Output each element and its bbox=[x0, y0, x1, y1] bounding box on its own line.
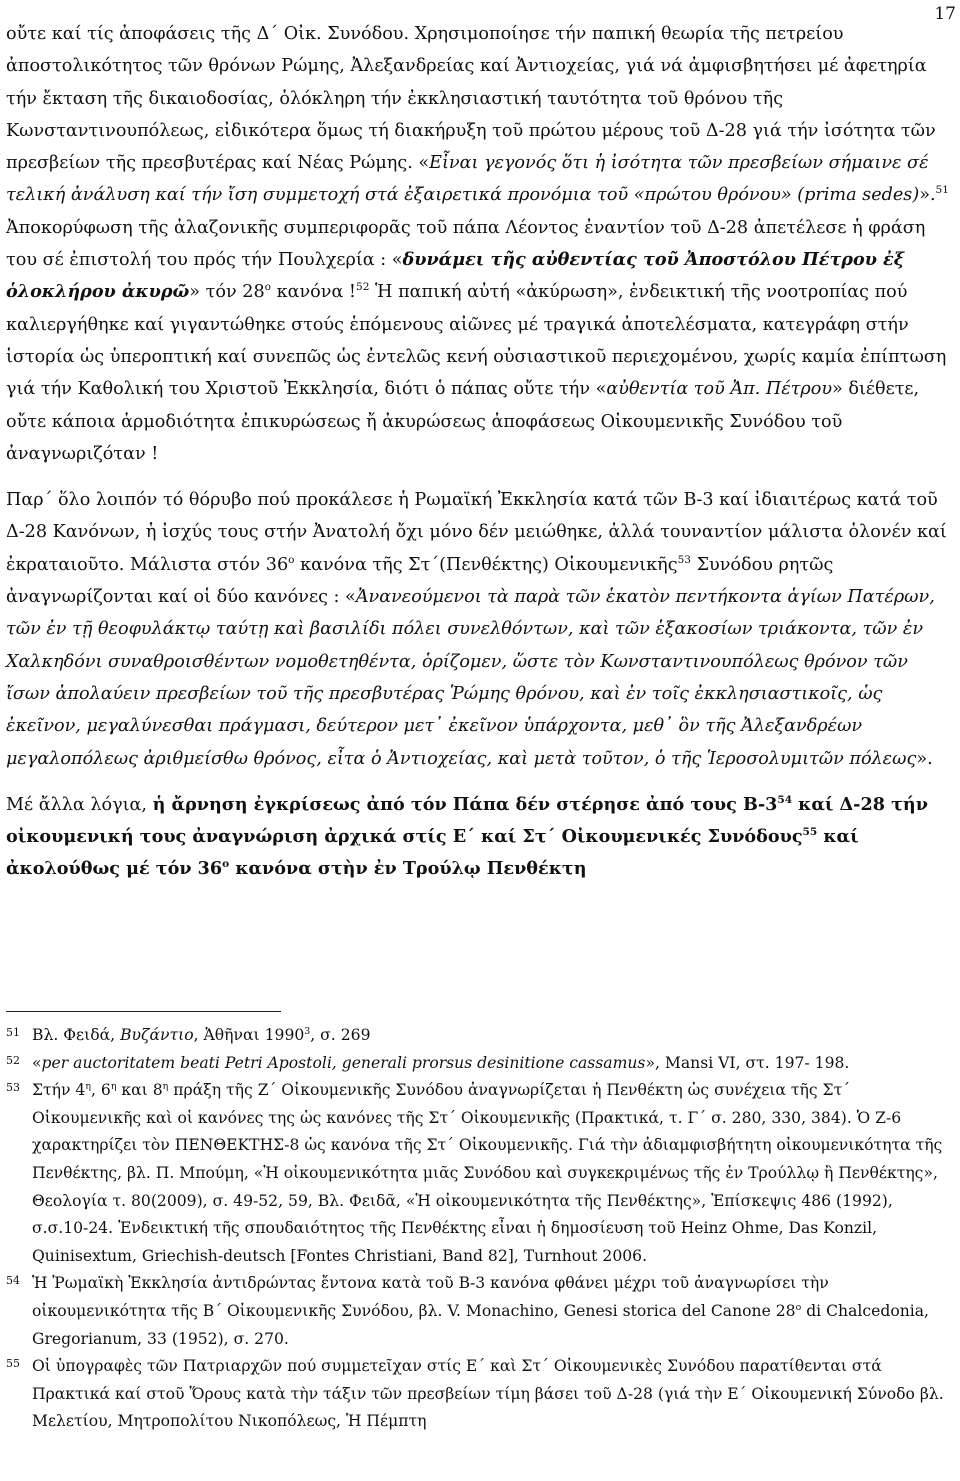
text-run: di Chalcedonia, Gregorianum, 33 (1952), σ. 270. bbox=[32, 1301, 929, 1348]
text-run: ». bbox=[919, 185, 936, 206]
ordinal-superscript: η bbox=[162, 1081, 169, 1092]
edition-superscript: 3 bbox=[304, 1025, 311, 1037]
italic-quote: αὐθεντία τοῦ Ἀπ. Πέτρου bbox=[606, 379, 833, 400]
text-run: , Ἀθῆναι 1990 bbox=[193, 1026, 305, 1044]
footnote-ref-55[interactable]: 55 bbox=[802, 826, 818, 839]
bold-text: καί ἀκολούθως μέ τόν 36 bbox=[6, 826, 859, 880]
footnotes bbox=[6, 1022, 952, 1436]
text-run: » τόν 28 bbox=[189, 282, 265, 303]
text-run: κανόνα τῆς Στ΄(Πενθέκτης) Οἰκουμενικῆς bbox=[294, 554, 678, 575]
footnote-number: 52 bbox=[6, 1053, 20, 1067]
italic-canon-quote: Ἀνανεούμενοι τὰ παρὰ τῶν ἑκατὸν πεντήκοντα ἁγίων Πατέρων, τῶν ἐν τῇ θεοφυλάκτῳ ταύτῃ καὶ βασιλίδι πόλει συνελθόντων, καὶ τῶν ἑξακοσίων τριάκοντα, τῶν ἐν Χαλκηδόνι συναθροισθέντων νομοθετηθέντα, ὁρίζομεν, ὥστε τὸν Κωνσταντινουπόλεως θρόνον τῶν ἴσων ἀπολαύειν πρεσβείων τοῦ τῆς πρεσβυτέρας Ῥώμης θρόνου, καὶ ἐν τοῖς ἐκκλησιαστικοῖς, ὡς ἐκεῖνον, μεγαλύνεσθαι πράγμασι, δεύτερον μετ᾽ ἐκεῖνον ὑπάρχοντα, μεθ᾽ ὃν τῆς Ἀλεξανδρέων μεγαλοπόλεως ἀριθμείσθω θρόνος, εἶτα ὁ Ἀντιοχείας, καὶ μετὰ τοῦτον, ὁ τῆς Ἱεροσολυμιτῶν πόλεως bbox=[6, 587, 935, 769]
footnote-51 bbox=[6, 1022, 952, 1050]
ordinal-superscript: ο bbox=[222, 858, 230, 871]
text-run: Στήν 4 bbox=[32, 1081, 86, 1100]
text-run: Βλ. Φειδά, bbox=[32, 1026, 121, 1044]
footnote-number: 55 bbox=[6, 1357, 20, 1371]
bold-text: καί Δ-28 τήν οἰκουμενική τους ἀναγνώριση ἀρχικά στίς Ε΄ καί Στ΄ Οἰκουμενικές Συνόδους bbox=[6, 793, 928, 848]
text-run: οὔτε καί τίς ἀποφάσεις τῆς Δ΄ Οἰκ. Συνόδου. Χρησιμοποίησε τήν παπική θεωρία τῆς πετρείου ἀποστολικότητος τῶν θρόνων Ρώμης, Ἀλεξανδρείας καί Ἀντιοχείας, γιά νά ἀμφισβητήσει μέ ἀφετηρία τήν ἔκταση τῆς δικαιοδοσίας, ὁλόκληρη τήν ἐκκλησιαστική ταυτότητα τοῦ θρόνου τῆς Κωνσταντινουπόλεως, εἰδικότερα ὅμως τή διακήρυξη τοῦ πρώτου μέρους τοῦ Δ-28 γιά τήν ἰσότητα τῶν πρεσβείων τῆς πρεσβυτέρας καί Νέας Ρώμης. « bbox=[6, 24, 936, 174]
text-run: Μέ ἄλλα λόγια, bbox=[6, 794, 153, 815]
footnote-53 bbox=[6, 1077, 952, 1270]
text-run: », Mansi VI, στ. 197- 198. bbox=[645, 1053, 850, 1072]
footnote-number: 54 bbox=[6, 1274, 20, 1288]
ordinal-superscript: η bbox=[85, 1081, 91, 1092]
footnote-ref-51[interactable]: 51 bbox=[935, 184, 949, 197]
bold-italic-quote: δυνάμει τῆς αὐθεντίας τοῦ Ἀποστόλου Πέτρου ἐξ ὁλοκλήρου ἀκυρῶ bbox=[6, 249, 905, 303]
text-run: « bbox=[32, 1053, 42, 1072]
footnote-number: 53 bbox=[6, 1081, 20, 1095]
text-run: κανόνα ! bbox=[271, 282, 356, 303]
text-run: Ἡ παπική αὐτή «ἀκύρωση», ἐνδεικτική τῆς νοοτροπίας πού καλιεργήθηκε καί γιγαντώθηκε στούς ἑπόμενους αἰῶνες μέ τραγικά ἀποτελέσματα, κατεγράφη στήν ἱστορία ὡς ὑπεροπτική καί συνεπῶς ὡς ἐντελῶς κενή οὐσιαστικοῦ περιεχομένου, χωρίς καμία ἐπίπτωση γιά τήν Καθολική του Χριστοῦ Ἐκκλησία, διότι ὁ πάπας οὔτε τήν « bbox=[6, 282, 947, 400]
text-run: ». bbox=[916, 748, 933, 769]
text-run: Οἱ ὑπογραφὲς τῶν Πατριαρχῶν πού συμμετεῖχαν στίς Ε΄ καὶ Στ΄ Οἰκουμενικὲς Συνόδου παρατίθενται στά Πρακτικά καί στοῦ Ὅρους κατὰ τὴν τάξιν τῶν πρεσβείων τίμη βάσει τοῦ Δ-28 (γιά τὴν Ε΄ Οἰκουμενική Σύνοδο βλ. Μελετίου, Μητροπολίτου Νικοπόλεως, Ἡ Πέμπτη bbox=[32, 1357, 944, 1431]
italic-quote: Εἶναι γεγονός ὅτι ἡ ἰσότητα τῶν πρεσβείων σήμαινε σέ τελική ἀνάλυση καί τήν ἴση συμμετοχή στά ἐξαιρετικά προνόμια τοῦ «πρώτου θρόνου» (prima sedes) bbox=[6, 153, 929, 206]
text-run: και 8 bbox=[116, 1081, 163, 1100]
footnote-ref-54[interactable]: 54 bbox=[777, 793, 793, 806]
text-run: πράξη τῆς Ζ΄ Οἰκουμενικῆς Συνόδου ἀναγνωρίζεται ἡ Πενθέκτη ὡς συνέχεια τῆς Στ΄ Οἰκουμενικῆς καὶ οἱ κανόνες της ὡς κανόνες τῆς Στ΄ Οἰκουμενικῆς (Πρακτικά, τ. Γ΄ σ. 280, 330, 384). Ὁ Ζ-6 χαρακτηρίζει τὸν ΠΕΝΘΕΚΤΗΣ-8 ὡς κανόνα τῆς Στ΄ Οἰκουμενικῆς. Γιά τὴν ἀδιαμφισβήτητη οἰκουμενικότητα τῆς Πενθέκτης, βλ. Π. Μπούμη, «Ἡ οἰκουμενικότητα μιᾶς Συνόδου καὶ συγκεκριμένως τῆς ἐν Τρούλλῳ ἢ Πενθέκτης», Θεολογία τ. 80(2009), σ. 49-52, 59, Βλ. Φειδᾶ, «Ἡ οἰκουμενικότητα τῆς Πενθέκτης», Ἐπίσκεψις 486 (1992), σ.σ.10-24. Ἐνδεικτική τῆς σπουδαιότητος τῆς Πενθέκτης εἶναι ἡ δημοσίευση τοῦ Heinz Ohme, Das Konzil, Quinisextum, Griechish-deutsch [Fontes Christiani, Band 82], Turnhout 2006. bbox=[32, 1081, 943, 1265]
footnote-ref-52[interactable]: 52 bbox=[356, 281, 370, 294]
italic-title: Βυζάντιο bbox=[120, 1026, 194, 1044]
footnote-separator bbox=[6, 1011, 281, 1012]
ordinal-superscript: η bbox=[110, 1081, 117, 1092]
footnote-52 bbox=[6, 1050, 952, 1078]
paragraph-3 bbox=[6, 789, 952, 886]
footnote-54 bbox=[6, 1270, 952, 1353]
footnote-55 bbox=[6, 1353, 952, 1436]
paragraph-1 bbox=[6, 18, 952, 470]
paragraph-2 bbox=[6, 484, 952, 775]
footnote-number: 51 bbox=[6, 1026, 20, 1039]
text-run: , σ. 269 bbox=[310, 1026, 371, 1044]
page-number: 17 bbox=[934, 4, 956, 24]
text-run: , 6 bbox=[90, 1081, 111, 1100]
text-run: Συνόδου ρητῶς ἀναγνωρίζονται καί οἱ δύο κανόνες : « bbox=[6, 554, 834, 608]
bold-text: κανόνα στὴν ἐν Τρούλῳ Πενθέκτη bbox=[229, 858, 587, 880]
text-run: » διέθετε, οὔτε κάποια ἁρμοδιότητα ἐπικυρώσεως ἤ ἀκυρώσεως ἀποφάσεως Οἰκουμενικῆς Συνόδου τοῦ ἀναγνωριζόταν ! bbox=[6, 379, 920, 464]
ordinal-superscript: ο bbox=[288, 553, 295, 566]
bold-text: ἡ ἄρνηση ἐγκρίσεως ἀπό τόν Πάπα δέν στέρησε ἀπό τους Β-3 bbox=[152, 793, 778, 815]
ordinal-superscript: o bbox=[795, 1301, 802, 1313]
text-run: Ἀποκορύφωση τῆς ἀλαζονικῆς συμπεριφορᾶς τοῦ πάπα Λέοντος ἐναντίον τοῦ Δ-28 ἀπετέλεσε ἡ φράση του σέ ἐπιστολή του πρός τήν Πουλχερία : « bbox=[6, 217, 926, 271]
ordinal-superscript: ο bbox=[264, 281, 271, 294]
main-text bbox=[6, 18, 952, 886]
footnote-ref-53[interactable]: 53 bbox=[677, 553, 691, 566]
italic-latin-quote: per auctoritatem beati Petri Apostoli, generali prorsus desinitione cassamus bbox=[41, 1053, 646, 1072]
text-run: Ἡ Ῥωμαϊκὴ Ἐκκλησία ἀντιδρώντας ἔντονα κατὰ τοῦ Β-3 κανόνα φθάνει μέχρι τοῦ ἀναγνωρίσει τὴν οἰκουμενικότητα τῆς Β΄ Οἰκουμενικῆς Συνόδου, βλ. V. Monachino, Genesi storica del Canone 28 bbox=[32, 1274, 829, 1320]
text-run: Παρ΄ ὅλο λοιπόν τό θόρυβο πού προκάλεσε ἡ Ρωμαϊκή Ἐκκλησία κατά τῶν Β-3 καί ἰδιαιτέρως κατά τοῦ Δ-28 Κανόνων, ἡ ἰσχύς τους στήν Ἀνατολή ὄχι μόνο δέν μειώθηκε, ἀλλά τουναντίον μάλιστα ὁλονέν καί ἐκραταιοῦτο. Μάλιστα στόν 36 bbox=[6, 490, 947, 575]
